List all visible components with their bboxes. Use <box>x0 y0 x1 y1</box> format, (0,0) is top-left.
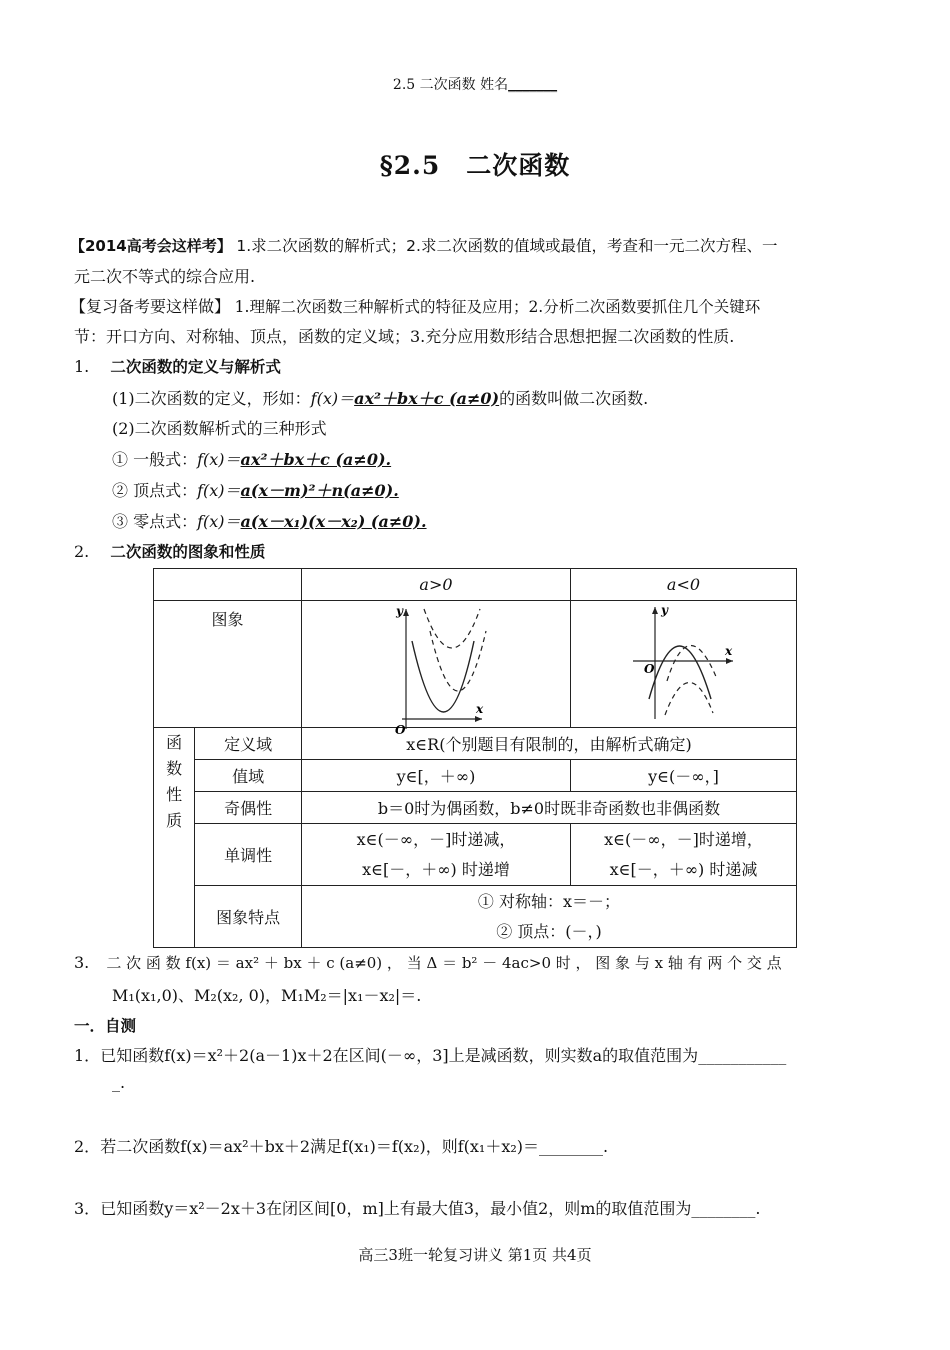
kaoshi-text-1: 1.求二次函数的解析式；2.求二次函数的值域或最值，考查和一元二次方程、一 <box>236 237 778 255</box>
form2-label: ② 顶点式： <box>112 481 198 500</box>
sec2-heading: 二次函数的图象和性质 <box>110 543 266 561</box>
form2-answer: a(x－m)²＋n(a≠0). <box>240 481 399 500</box>
q3-text: 已知函数y＝x²－2x＋3在闭区间[0，m]上有最大值3，最小值2，则m的取值范围为 <box>100 1199 692 1218</box>
question-2 <box>74 1134 608 1157</box>
def-answer: ax²＋bx＋c (a≠0) <box>354 389 500 408</box>
domain-label: 定义域 <box>195 728 302 760</box>
sec1-definition <box>112 386 648 409</box>
page-footer: 高三3班一轮复习讲义 第1页 共4页 <box>358 1246 592 1264</box>
row-graph-label: 图象 <box>154 601 302 728</box>
parabola-dashed-2 <box>430 631 486 691</box>
form1-label: ① 一般式： <box>112 450 198 469</box>
graph-a-negative <box>571 601 796 727</box>
graph-a-positive <box>302 601 570 737</box>
col-a-negative: a<0 <box>570 569 796 601</box>
sec2-heading-row <box>74 540 265 562</box>
feature-label: 图象特点 <box>195 886 302 948</box>
q3-blank[interactable]: ________ <box>691 1199 756 1218</box>
range-negative: y∈(－∞，] <box>570 760 796 792</box>
q3-tail: . <box>755 1199 761 1218</box>
graph-neg-cell <box>570 601 796 728</box>
y-label: y <box>660 603 668 617</box>
page-title: §2.5 二次函数 <box>379 151 571 180</box>
form2-f: f(x)＝ <box>197 481 241 500</box>
q1-tail: _. <box>112 1073 126 1092</box>
form-general <box>112 447 391 470</box>
forms-title: (2)二次函数解析式的三种形式 <box>112 419 327 438</box>
y-arrow <box>652 607 658 614</box>
side-label <box>154 728 195 948</box>
form1-answer: ax²＋bx＋c (a≠0). <box>240 450 392 469</box>
range-label: 值域 <box>195 760 302 792</box>
col-a-positive: a>0 <box>301 569 570 601</box>
q2-text: 若二次函数f(x)＝ax²＋bx＋2满足f(x₁)＝f(x₂)，则f(x₁＋x₂)＝ <box>100 1137 540 1156</box>
mono-negative <box>570 824 796 886</box>
selftest-heading: 一．自测 <box>74 1017 137 1035</box>
kaoshi-text-2: 元二次不等式的综合应用. <box>74 267 256 286</box>
x-arrow <box>726 658 733 664</box>
def-post: 的函数叫做二次函数. <box>499 389 649 408</box>
sec1-num: 1. <box>74 357 90 376</box>
name-blank: _______ <box>508 77 558 93</box>
side-char: 质 <box>166 811 183 830</box>
form3-answer: a(x－x₁)(x－x₂) (a≠0). <box>240 512 427 531</box>
sec1-heading-row <box>74 355 281 377</box>
q2-num: 2． <box>74 1137 101 1156</box>
sec3-num: 3. <box>74 953 90 972</box>
fuxi-line-1 <box>70 294 761 317</box>
side-char: 函 <box>166 733 183 752</box>
feature-value <box>301 886 796 948</box>
parity-label: 奇偶性 <box>195 792 302 824</box>
parabola-dashed-1 <box>667 645 717 681</box>
y-arrow <box>403 609 409 616</box>
q3-num: 3． <box>74 1199 101 1218</box>
parabola-dashed-2 <box>665 682 713 715</box>
fuxi-label: 【复习备考要这样做】 <box>70 297 231 316</box>
mono-pos-line-2: x∈[－，＋∞) 时递增 <box>362 859 510 879</box>
domain-value: x∈R(个别题目有限制的，由解析式确定) <box>301 728 796 760</box>
def-f: f(x)＝ <box>310 389 355 408</box>
mono-positive <box>301 824 570 886</box>
question-3 <box>74 1196 761 1219</box>
header-text: 2.5 二次函数 姓名 <box>392 77 509 93</box>
form3-f: f(x)＝ <box>197 512 241 531</box>
mono-neg-line-1: x∈(－∞，－]时递增， <box>604 829 763 849</box>
feature-axis: ① 对称轴：x＝－； <box>477 891 621 911</box>
sec3-text-2: M₁(x₁,0)、M₂(x₂, 0)，M₁M₂＝|x₁－x₂|＝. <box>112 986 422 1005</box>
side-char: 数 <box>166 759 183 778</box>
kaoshi-line-1 <box>70 234 778 256</box>
kaoshi-label: 【2014高考会这样考】 <box>70 237 232 255</box>
form3-label: ③ 零点式： <box>112 512 198 531</box>
x-label: x <box>724 644 733 658</box>
properties-table <box>153 568 797 948</box>
fuxi-text-2: 节：开口方向、对称轴、顶点，函数的定义域；3.充分应用数形结合思想把握二次函数的性质. <box>74 327 735 346</box>
form-zero <box>112 509 427 532</box>
parity-value: b＝0时为偶函数，b≠0时既非奇函数也非偶函数 <box>301 792 796 824</box>
sec1-heading: 二次函数的定义与解析式 <box>110 358 281 376</box>
parabola-solid <box>412 641 474 712</box>
fuxi-text-1: 1.理解二次函数三种解析式的特征及应用；2.分析二次函数要抓住几个关键环 <box>234 298 761 316</box>
def-pre: (1)二次函数的定义，形如： <box>112 389 311 408</box>
page-header <box>0 74 950 94</box>
q2-blank[interactable]: ________ <box>539 1137 604 1156</box>
origin-label: O <box>394 723 406 737</box>
y-label: y <box>395 604 403 618</box>
form1-f: f(x)＝ <box>197 450 241 469</box>
table-corner <box>154 569 302 601</box>
x-arrow <box>475 716 482 722</box>
side-char: 性 <box>166 785 183 804</box>
mono-neg-line-2: x∈[－，＋∞) 时递减 <box>609 859 758 879</box>
q2-tail: . <box>603 1137 609 1156</box>
range-positive: y∈[，＋∞) <box>301 760 570 792</box>
graph-pos-cell <box>301 601 570 737</box>
feature-vertex: ② 顶点：(－，) <box>496 921 602 941</box>
q1-blank[interactable]: ___________ <box>698 1046 787 1065</box>
sec2-num: 2. <box>74 542 90 561</box>
q1-num: 1． <box>74 1046 101 1065</box>
q1-text: 已知函数f(x)＝x²＋2(a－1)x＋2在区间(－∞，3]上是减函数，则实数a的取值范围为 <box>100 1046 699 1065</box>
x-label: x <box>475 702 484 716</box>
monotonicity-label: 单调性 <box>195 824 302 886</box>
form-vertex <box>112 478 399 501</box>
question-1 <box>74 1043 786 1066</box>
sec3-text-1: 二 次 函 数 f(x) ＝ ax² ＋ bx ＋ c (a≠0) ， 当 Δ ＝ b² － 4ac>0 时 ， 图 象 与 x 轴 有 两 个 交 点 <box>106 954 782 972</box>
sec3-line-1 <box>74 952 782 973</box>
origin-label: O <box>643 662 655 676</box>
mono-pos-line-1: x∈(－∞，－]时递减， <box>356 829 516 849</box>
